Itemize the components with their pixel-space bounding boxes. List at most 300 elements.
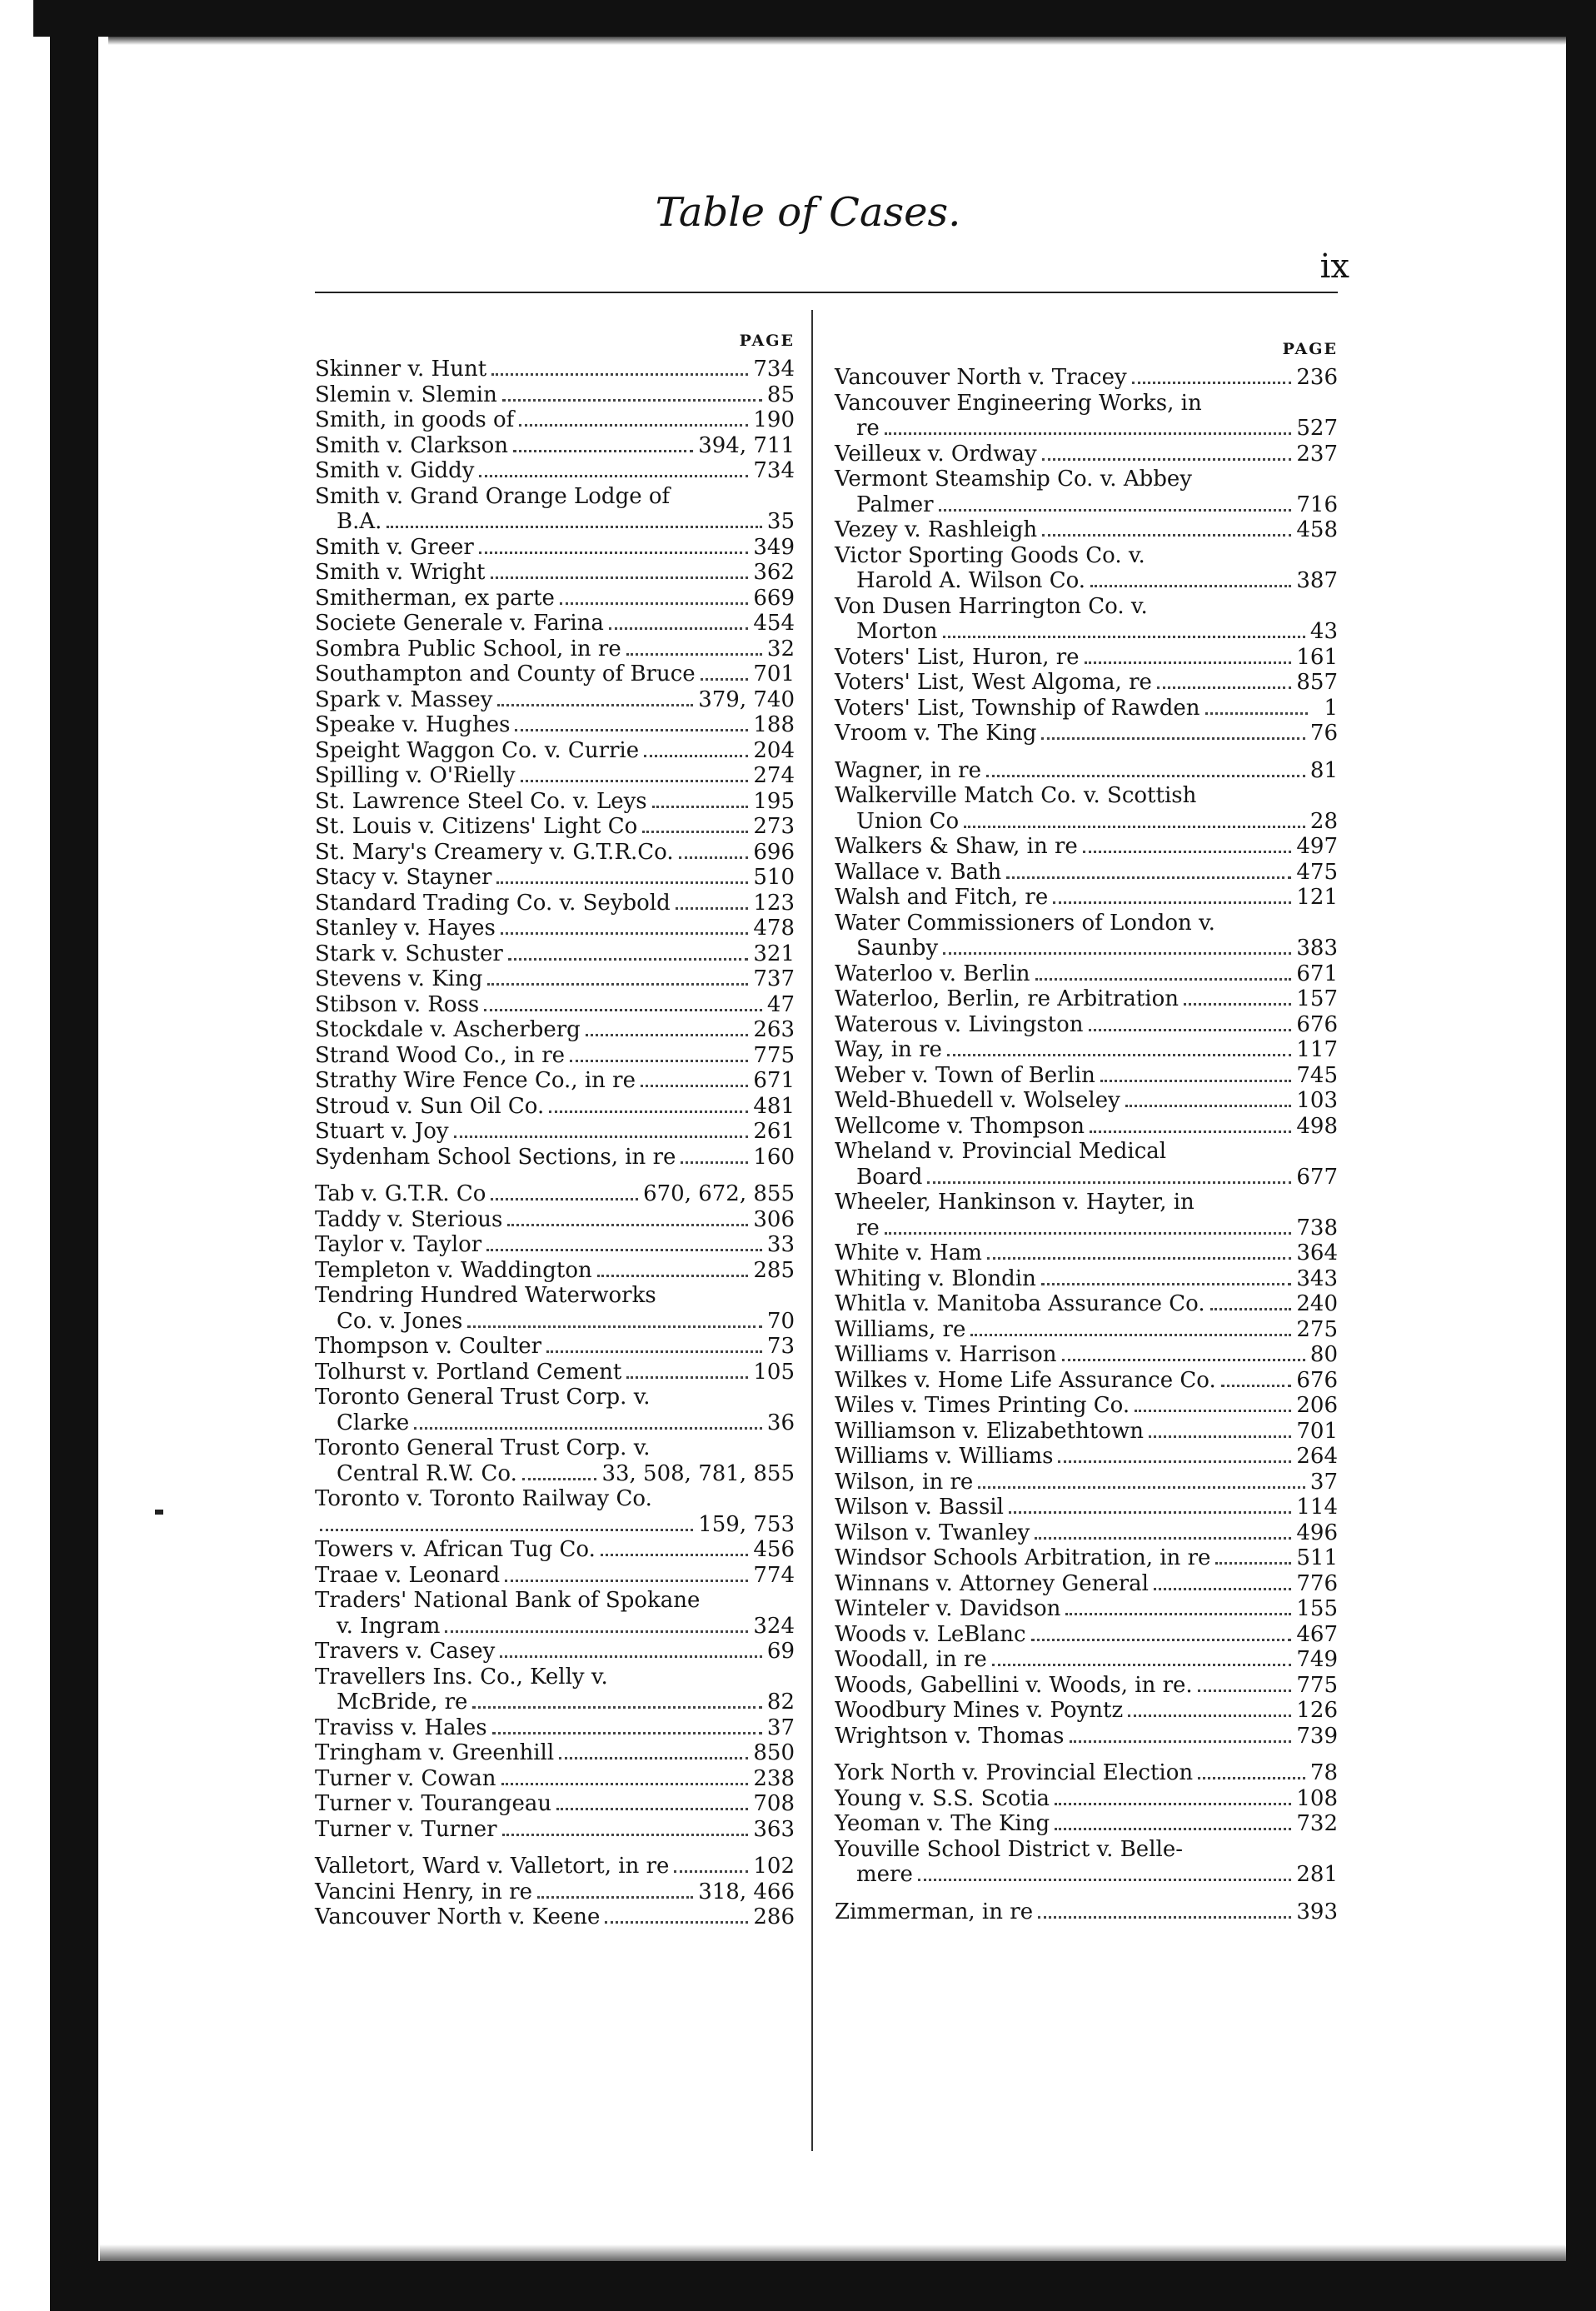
page-column-header: PAGE (739, 332, 795, 350)
leader-dots (1157, 686, 1291, 689)
case-page: 737 (753, 966, 795, 991)
leader-dots (491, 373, 748, 376)
case-name: Whiting v. Blondin (835, 1265, 1036, 1291)
leader-dots (674, 1870, 748, 1873)
case-entry (835, 1837, 1338, 1863)
case-entry (315, 1283, 795, 1309)
case-name: Central R.W. Co. (337, 1460, 517, 1486)
case-entry (835, 911, 1338, 936)
case-entry (835, 1673, 1338, 1699)
leader-dots (676, 907, 749, 910)
case-entry (835, 1419, 1338, 1445)
case-page: 76 (1309, 721, 1338, 746)
case-entry (315, 1435, 795, 1461)
section-gap (835, 746, 1338, 758)
case-page: 511 (1296, 1545, 1338, 1570)
case-page: 318, 466 (698, 1879, 795, 1904)
case-name: Smith v. Clarkson (315, 432, 509, 458)
case-name: Societe Generale v. Farina (315, 611, 604, 636)
case-entry (315, 865, 795, 891)
case-page: 69 (766, 1639, 795, 1664)
case-page: 510 (753, 865, 795, 890)
leader-dots (1041, 737, 1304, 740)
case-name: v. Ingram (337, 1613, 441, 1639)
case-entry (315, 484, 795, 510)
case-entry (315, 433, 795, 459)
case-name: Zimmerman, in re (835, 1899, 1034, 1924)
case-entry (835, 860, 1338, 886)
case-name: Toronto General Trust Corp. v. (315, 1435, 651, 1460)
case-entry (315, 1119, 795, 1145)
case-name: Smith v. Wright (315, 560, 486, 585)
leader-dots (454, 1136, 749, 1138)
case-entry (315, 1588, 795, 1614)
case-name: St. Mary's Creamery v. G.T.R.Co. (315, 839, 674, 865)
leader-dots (1149, 1435, 1291, 1438)
case-page: 195 (753, 788, 795, 814)
leader-dots (522, 1478, 597, 1480)
leader-dots (486, 1249, 762, 1251)
leader-dots (605, 1921, 748, 1924)
case-name: Smith v. Greer (315, 534, 474, 560)
case-name: Wheland v. Provincial Medical (835, 1139, 1167, 1164)
leader-dots (626, 1376, 748, 1379)
case-name: Stockdale v. Ascherberg (315, 1017, 581, 1042)
leader-dots (445, 1630, 748, 1633)
case-page: 261 (753, 1119, 795, 1144)
case-entry (835, 1240, 1338, 1266)
case-page: 32 (766, 636, 795, 661)
case-page: 454 (753, 611, 795, 636)
case-page: 35 (766, 509, 795, 534)
case-page: 467 (1296, 1621, 1338, 1647)
case-name: Standard Trading Co. v. Seybold (315, 890, 671, 916)
case-page: 739 (1296, 1723, 1338, 1749)
scan-border-top (33, 0, 1596, 37)
case-name: Skinner v. Hunt (315, 357, 487, 382)
case-entry (315, 535, 795, 561)
case-page: 43 (1309, 619, 1338, 644)
leader-dots (601, 1554, 748, 1556)
leader-dots (918, 1879, 1292, 1881)
case-entry (835, 442, 1338, 467)
case-entry (315, 941, 795, 967)
case-entry (315, 1512, 795, 1538)
leader-dots (508, 958, 749, 961)
leader-dots (885, 432, 1292, 435)
case-entry (835, 1622, 1338, 1648)
case-page: 82 (766, 1690, 795, 1715)
leader-dots (943, 636, 1305, 638)
left-column (315, 332, 795, 1930)
case-name: Spilling v. O'Rielly (315, 763, 516, 788)
case-entry (835, 1088, 1338, 1114)
leader-dots (1042, 458, 1292, 461)
case-name: Voters' List, West Algoma, re (835, 670, 1152, 695)
case-page: 738 (1296, 1215, 1338, 1240)
case-name: Winnans v. Attorney General (835, 1570, 1149, 1596)
case-name: Stroud v. Sun Oil Co. (315, 1093, 545, 1119)
leader-dots (1198, 1690, 1292, 1692)
leader-dots (1135, 1410, 1291, 1412)
case-page: 775 (1296, 1672, 1338, 1698)
leader-dots (987, 1257, 1292, 1260)
case-page: 393 (1296, 1899, 1338, 1924)
leader-dots (947, 1054, 1291, 1056)
scan-border-bottom (50, 2261, 1596, 2311)
case-page: 734 (753, 357, 795, 382)
case-entry (835, 1444, 1338, 1470)
case-entry (315, 1207, 795, 1233)
case-name: Vezey v. Rashleigh (835, 517, 1038, 542)
case-entry (315, 382, 795, 408)
case-entry (315, 1766, 795, 1792)
case-name: Williamson v. Elizabethtown (835, 1418, 1144, 1444)
case-name: Williams v. Harrison (835, 1342, 1057, 1367)
case-name: Youville School District v. Belle- (835, 1836, 1183, 1862)
case-page: 105 (753, 1359, 795, 1385)
case-entry (315, 357, 795, 382)
case-page: 306 (753, 1206, 795, 1232)
case-name: Traders' National Bank of Spokane (315, 1588, 701, 1613)
case-page: 37 (1309, 1469, 1338, 1495)
case-entry (835, 696, 1338, 721)
case-entry (835, 1862, 1338, 1888)
case-entry (315, 1665, 795, 1690)
case-name: Vroom v. The King (835, 721, 1037, 746)
case-entry (315, 966, 795, 992)
case-name: Taylor v. Taylor (315, 1232, 482, 1257)
case-name: Toronto v. Toronto Railway Co. (315, 1486, 652, 1511)
case-page: 676 (1296, 1367, 1338, 1393)
case-page: 103 (1296, 1088, 1338, 1113)
leader-dots (484, 1009, 762, 1011)
case-entry (315, 789, 795, 815)
case-name: Williams v. Williams (835, 1444, 1054, 1469)
case-name: Taddy v. Sterious (315, 1206, 503, 1232)
leader-dots (472, 1706, 761, 1709)
case-page: 204 (753, 737, 795, 763)
leader-dots (642, 831, 748, 833)
case-entry (315, 1791, 795, 1817)
case-page: 776 (1296, 1570, 1338, 1596)
case-page: 85 (766, 382, 795, 407)
case-name: Waterous v. Livingston (835, 1011, 1084, 1037)
case-name: Weber v. Town of Berlin (835, 1062, 1095, 1088)
case-entry (835, 1495, 1338, 1520)
case-name: Co. v. Jones (337, 1308, 463, 1334)
leader-dots (1035, 978, 1292, 981)
case-entry (315, 992, 795, 1018)
case-name: Vancouver North v. Keene (315, 1904, 601, 1929)
case-page: 206 (1296, 1393, 1338, 1418)
case-page: 240 (1296, 1291, 1338, 1316)
case-entry (315, 840, 795, 866)
leader-dots (560, 602, 748, 605)
leader-dots (943, 952, 1291, 955)
case-page: 78 (1309, 1760, 1338, 1785)
leader-dots (502, 1834, 749, 1836)
case-entry (315, 611, 795, 636)
right-column (835, 340, 1338, 1924)
leader-dots (521, 780, 749, 782)
case-name: Wilkes v. Home Life Assurance Co. (835, 1367, 1216, 1393)
case-entry (315, 712, 795, 738)
section-gap (835, 1749, 1338, 1760)
case-entry (835, 1215, 1338, 1241)
case-entry (315, 1017, 795, 1043)
case-name: re (856, 1215, 880, 1240)
case-entry (315, 1410, 795, 1436)
case-name: Waterloo, Berlin, re Arbitration (835, 986, 1179, 1011)
case-name: Water Commissioners of London v. (835, 910, 1215, 936)
case-page: 155 (1296, 1596, 1338, 1621)
case-page: 362 (753, 560, 795, 585)
case-name: Vancini Henry, in re (315, 1879, 532, 1904)
case-name: Stacy v. Stayner (315, 865, 492, 890)
case-entry (315, 1181, 795, 1207)
leader-dots (609, 627, 748, 630)
case-page: 527 (1296, 416, 1338, 441)
case-page: 387 (1296, 568, 1338, 593)
case-page: 708 (753, 1791, 795, 1816)
case-page: 363 (753, 1816, 795, 1842)
case-entry (835, 365, 1338, 391)
case-name: Tolhurst v. Portland Cement (315, 1359, 622, 1385)
leader-dots (1132, 382, 1292, 384)
case-name: Tendring Hundred Waterworks (315, 1283, 656, 1308)
case-entry (835, 885, 1338, 911)
case-entry (835, 517, 1338, 543)
case-entry (315, 458, 795, 484)
case-name: re (856, 416, 880, 441)
margin-mark (155, 1510, 163, 1515)
case-page: 458 (1296, 517, 1338, 542)
leader-dots (1210, 1308, 1292, 1310)
case-entry (315, 763, 795, 789)
case-name: White v. Ham (835, 1240, 982, 1265)
leader-dots (1070, 1740, 1292, 1743)
case-entry (315, 1817, 795, 1843)
case-name: Southampton and County of Bruce (315, 661, 696, 686)
case-entry (315, 891, 795, 916)
case-entry (835, 594, 1338, 620)
case-page: 496 (1296, 1520, 1338, 1545)
leader-dots (1100, 1080, 1291, 1082)
case-name: Smitherman, ex parte (315, 585, 555, 611)
case-name: Wheeler, Hankinson v. Hayter, in (835, 1190, 1195, 1215)
leader-dots (519, 424, 748, 427)
leader-dots (1035, 1537, 1291, 1540)
case-entry (835, 1114, 1338, 1140)
leader-dots (505, 1580, 748, 1582)
leader-dots (701, 678, 749, 681)
leader-dots (515, 729, 748, 731)
case-name: Strand Wood Co., in re (315, 1042, 566, 1068)
leader-dots (1083, 851, 1292, 853)
case-name: Victor Sporting Goods Co. v. (835, 542, 1145, 568)
case-name: Union Co (856, 808, 960, 834)
case-entry (835, 1786, 1338, 1812)
leader-dots (559, 1757, 748, 1759)
case-page: 456 (753, 1537, 795, 1562)
case-entry (835, 1899, 1338, 1925)
case-page: 263 (753, 1017, 795, 1042)
case-name: Smith v. Grand Orange Lodge of (315, 483, 671, 509)
case-entry (835, 1342, 1338, 1368)
leader-dots (586, 1034, 749, 1036)
case-name: Wrightson v. Thomas (835, 1723, 1065, 1749)
case-page: 47 (766, 991, 795, 1017)
case-entry (835, 467, 1338, 492)
case-entry (835, 1012, 1338, 1038)
leader-dots (496, 881, 748, 884)
leader-dots (1065, 1613, 1291, 1615)
case-name: Harold A. Wilson Co. (856, 568, 1086, 593)
case-entry (315, 1715, 795, 1741)
case-entry (835, 645, 1338, 671)
case-page: 114 (1296, 1495, 1338, 1520)
case-entry (315, 1740, 795, 1766)
case-page: 774 (753, 1562, 795, 1588)
case-name: Yeoman v. The King (835, 1811, 1050, 1836)
case-page: 775 (753, 1042, 795, 1068)
case-entry (835, 1724, 1338, 1749)
case-entry (315, 636, 795, 662)
case-page: 669 (753, 585, 795, 611)
case-name: Stevens v. King (315, 966, 483, 991)
case-entry (835, 391, 1338, 417)
case-page: 716 (1296, 492, 1338, 517)
section-gap (315, 1842, 795, 1854)
case-page: 383 (1296, 936, 1338, 961)
case-name: Weld-Bhuedell v. Wolseley (835, 1088, 1120, 1113)
leader-dots (1154, 1588, 1291, 1590)
case-entry (315, 1043, 795, 1069)
case-entry (315, 814, 795, 840)
case-entry (835, 416, 1338, 442)
case-entry (315, 1854, 795, 1879)
case-name: Morton (856, 619, 938, 644)
case-list (835, 365, 1338, 1924)
case-name: Smith, in goods of (315, 407, 515, 432)
case-name: Wallace v. Bath (835, 859, 1002, 885)
leader-dots (1058, 1460, 1291, 1463)
case-name: Von Dusen Harrington Co. v. (835, 593, 1148, 619)
case-entry (315, 1385, 795, 1410)
case-name: Toronto General Trust Corp. v. (315, 1385, 651, 1410)
case-entry (315, 1639, 795, 1665)
case-name: Wellcome v. Thompson (835, 1113, 1085, 1139)
case-name: Turner v. Cowan (315, 1765, 496, 1791)
leader-dots (1125, 1105, 1292, 1107)
case-entry (835, 1545, 1338, 1571)
case-name: Slemin v. Slemin (315, 382, 497, 407)
case-page: 1 (1324, 695, 1338, 721)
case-name: Veilleux v. Ordway (835, 441, 1037, 467)
case-page: 497 (1296, 834, 1338, 859)
case-list (315, 357, 795, 1930)
case-page: 73 (766, 1334, 795, 1359)
case-entry (315, 1486, 795, 1512)
case-name: Windsor Schools Arbitration, in re (835, 1545, 1211, 1570)
case-page: 498 (1296, 1113, 1338, 1139)
case-entry (315, 1094, 795, 1120)
case-entry (315, 509, 795, 535)
case-entry (315, 1461, 795, 1487)
case-entry (835, 1698, 1338, 1724)
case-name: Young v. S.S. Scotia (835, 1785, 1050, 1811)
case-entry (835, 1317, 1338, 1343)
case-name: Woodall, in re (835, 1647, 987, 1672)
case-name: Walkers & Shaw, in re (835, 834, 1078, 859)
leader-dots (1090, 1131, 1291, 1133)
case-entry (315, 586, 795, 611)
leader-dots (679, 856, 749, 859)
case-page: 285 (753, 1257, 795, 1283)
leader-dots (497, 704, 693, 706)
case-page: 33, 508, 781, 855 (601, 1460, 795, 1486)
leader-dots (1205, 712, 1309, 715)
case-name: B.A. (337, 509, 382, 534)
case-name: Stanley v. Hayes (315, 916, 496, 941)
case-entry (835, 1470, 1338, 1495)
page-column-header: PAGE (1282, 340, 1338, 358)
case-page: 237 (1296, 441, 1338, 467)
case-entry (315, 1334, 795, 1360)
leader-dots (992, 1664, 1292, 1666)
case-name: Templeton v. Waddington (315, 1257, 592, 1283)
case-page: 696 (753, 839, 795, 865)
leader-dots (927, 1181, 1291, 1184)
case-name: Walsh and Fitch, re (835, 885, 1049, 910)
case-name: Stibson v. Ross (315, 991, 480, 1017)
leader-dots (1006, 876, 1291, 879)
case-name: Voters' List, Huron, re (835, 644, 1080, 670)
case-page: 394, 711 (698, 432, 795, 458)
case-name: Stuart v. Joy (315, 1119, 449, 1144)
leader-dots (1062, 1359, 1305, 1361)
leader-dots (492, 1732, 762, 1734)
case-page: 481 (753, 1093, 795, 1119)
page-number: ix (1319, 247, 1349, 286)
leader-dots (597, 1275, 749, 1277)
case-entry (835, 1266, 1338, 1292)
case-entry (835, 1291, 1338, 1317)
leader-dots (1090, 585, 1291, 587)
case-page: 379, 740 (698, 686, 795, 712)
case-page: 36 (766, 1410, 795, 1435)
case-page: 671 (753, 1068, 795, 1093)
case-name: Spark v. Massey (315, 686, 493, 712)
case-entry (315, 1690, 795, 1715)
case-entry (315, 1360, 795, 1385)
case-name: Smith v. Giddy (315, 458, 475, 483)
case-entry (835, 1647, 1338, 1673)
leader-dots (1009, 1511, 1291, 1514)
leader-dots (939, 509, 1292, 512)
case-name: Woodbury Mines v. Poyntz (835, 1698, 1124, 1723)
case-name: Speight Waggon Co. v. Currie (315, 737, 640, 763)
case-name: Turner v. Turner (315, 1816, 497, 1842)
case-page: 37 (766, 1715, 795, 1740)
section-gap (835, 1888, 1338, 1899)
leader-dots (491, 1198, 638, 1200)
case-name: Stark v. Schuster (315, 941, 503, 966)
leader-dots (479, 552, 749, 554)
case-page: 286 (753, 1904, 795, 1929)
case-entry (835, 1037, 1338, 1063)
